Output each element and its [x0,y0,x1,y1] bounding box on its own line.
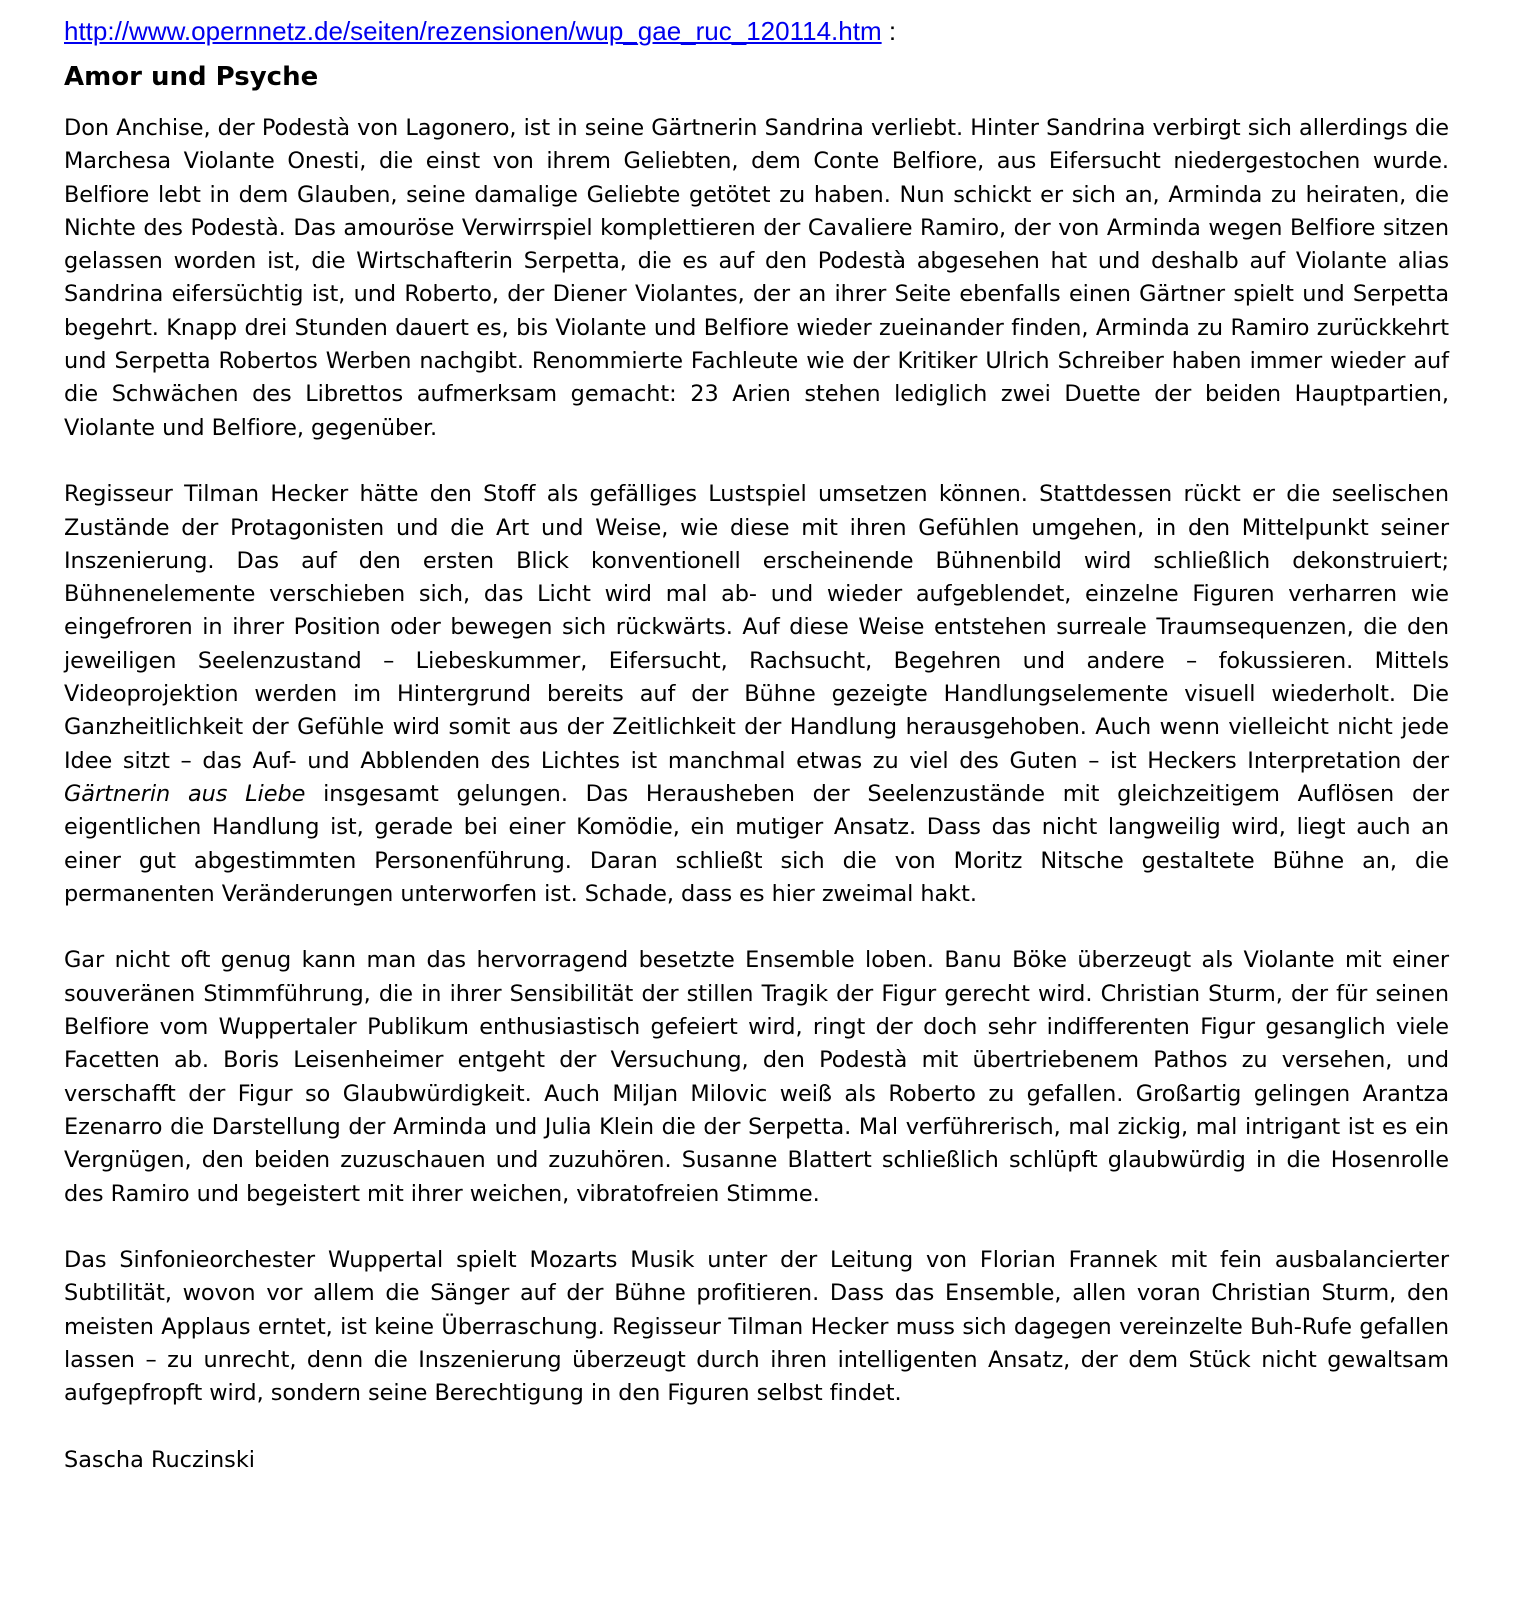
article-paragraph-orchestra: Das Sinfonieorchester Wuppertal spielt Mozarts Musik unter der Leitung von Florian Frannek mit fein ausbalancierter Subtilität, wovon vor allem die Sänger auf der Bühne profitieren. Dass das Ensemble, allen voran Christian Sturm, den meisten Applaus erntet, ist keine Überraschung. Regisseur Tilman Hecker muss sich dagegen vereinzelte Buh-Rufe gefallen lassen – zu unrecht, denn die Inszenierung überzeugt durch ihren intelligenten Ansatz, der dem Stück nicht gewaltsam aufgepfropft wird, sondern seine Berechtigung in den Figuren selbst findet. [64,1247,1449,1407]
document-page [64,12,1449,1477]
work-title-italic: Gärtnerin aus Liebe [64,780,306,807]
source-url-link[interactable]: http://www.opernnetz.de/seiten/rezensionen/wup_gae_ruc_120114.htm [64,16,882,46]
paragraph-text: insgesamt gelungen. Das Herausheben der Seelenzustände mit gleichzeitigem Auflösen der eigentlichen Handlung ist, gerade bei einer Komödie, ein mutiger Ansatz. Dass das nicht langweilig wird, liegt auch an einer gut abgestimmten Personenführung. Daran schließt sich die von Moritz Nitsche gestaltete Bühne an, die permanenten Veränderungen unterworfen ist. Schade, dass es hier zweimal hakt. [64,780,1449,907]
paragraph-text: Regisseur Tilman Hecker hätte den Stoff als gefälliges Lustspiel umsetzen können. Stattdessen rückt er die seelischen Zustände der Protagonisten und die Art und Weise, wie diese mit ihren Gefühlen umgehen, in den Mittelpunkt seiner Inszenierung. Das auf den ersten Blick konventionell erscheinende Bühnenbild wird schließlich dekonstruiert; Bühnenelemente verschieben sich, das Licht wird mal ab- und wieder aufgeblendet, einzelne Figuren verharren wie eingefroren in ihrer Position oder bewegen sich rückwärts. Auf diese Weise entstehen surreale Traumsequenzen, die den jeweiligen Seelenzustand – Liebeskummer, Eifersucht, Rachsucht, Begehren und andere – fokussieren. Mittels Videoprojektion werden im Hintergrund bereits auf der Bühne gezeigte Handlungselemente visuell wiederholt. Die Ganzheitlichkeit der Gefühle wird somit aus der Zeitlichkeit der Handlung herausgehoben. Auch wenn vielleicht nicht jede Idee sitzt – das Auf- und Abblenden des Lichtes ist manchmal etwas zu viel des Guten – ist Heckers Interpretation der [64,481,1449,774]
source-colon: : [881,16,897,46]
article-paragraph-ensemble: Gar nicht oft genug kann man das hervorragend besetzte Ensemble loben. Banu Böke überzeugt als Violante mit einer souveränen Stimmführung, die in ihrer Sensibilität der stillen Tragik der Figur gerecht wird. Christian Sturm, der für seinen Belfiore vom Wuppertaler Publikum enthusiastisch gefeiert wird, ringt der doch sehr indifferenten Figur gesanglich viele Facetten ab. Boris Leisenheimer entgeht der Versuchung, den Podestà mit übertriebenem Pathos zu versehen, und verschafft der Figur so Glaubwürdigkeit. Auch Miljan Milovic weiß als Roberto zu gefallen. Großartig gelingen Arantza Ezenarro die Darstellung der Arminda und Julia Klein die der Serpetta. Mal verführerisch, mal zickig, mal intrigant ist es ein Vergnügen, den beiden zuzuschauen und zuzuhören. Susanne Blattert schließlich schlüpft glaubwürdig in die Hosenrolle des Ramiro und begeistert mit ihrer weichen, vibratofreien Stimme. [64,947,1449,1207]
source-line [64,12,1449,50]
article-author: Sascha Ruczinski [64,1446,256,1473]
article-paragraph-plot: Don Anchise, der Podestà von Lagonero, ist in seine Gärtnerin Sandrina verliebt. Hinter Sandrina verbirgt sich allerdings die Marchesa Violante Onesti, die einst von ihrem Geliebten, dem Conte Belfiore, aus Eifersucht niedergestochen wurde. Belfiore lebt in dem Glauben, seine damalige Geliebte getötet zu haben. Nun schickt er sich an, Arminda zu heiraten, die Nichte des Podestà. Das amouröse Verwirrspiel komplettieren der Cavaliere Ramiro, der von Arminda wegen Belfiore sitzen gelassen worden ist, die Wirtschafterin Serpetta, die es auf den Podestà abgesehen hat und deshalb auf Violante alias Sandrina eifersüchtig ist, und Roberto, der Diener Violantes, der an ihrer Seite ebenfalls einen Gärtner spielt und Serpetta begehrt. Knapp drei Stunden dauert es, bis Violante und Belfiore wieder zueinander finden, Arminda zu Ramiro zurückkehrt und Serpetta Robertos Werben nachgibt. Renommierte Fachleute wie der Kritiker Ulrich Schreiber haben immer wieder auf die Schwächen des Librettos aufmerksam gemacht: 23 Arien stehen lediglich zwei Duette der beiden Hauptpartien, Violante und Belfiore, gegenüber. [64,115,1449,441]
article-title: Amor und Psyche [64,62,319,92]
article-paragraph-staging [64,478,1449,911]
